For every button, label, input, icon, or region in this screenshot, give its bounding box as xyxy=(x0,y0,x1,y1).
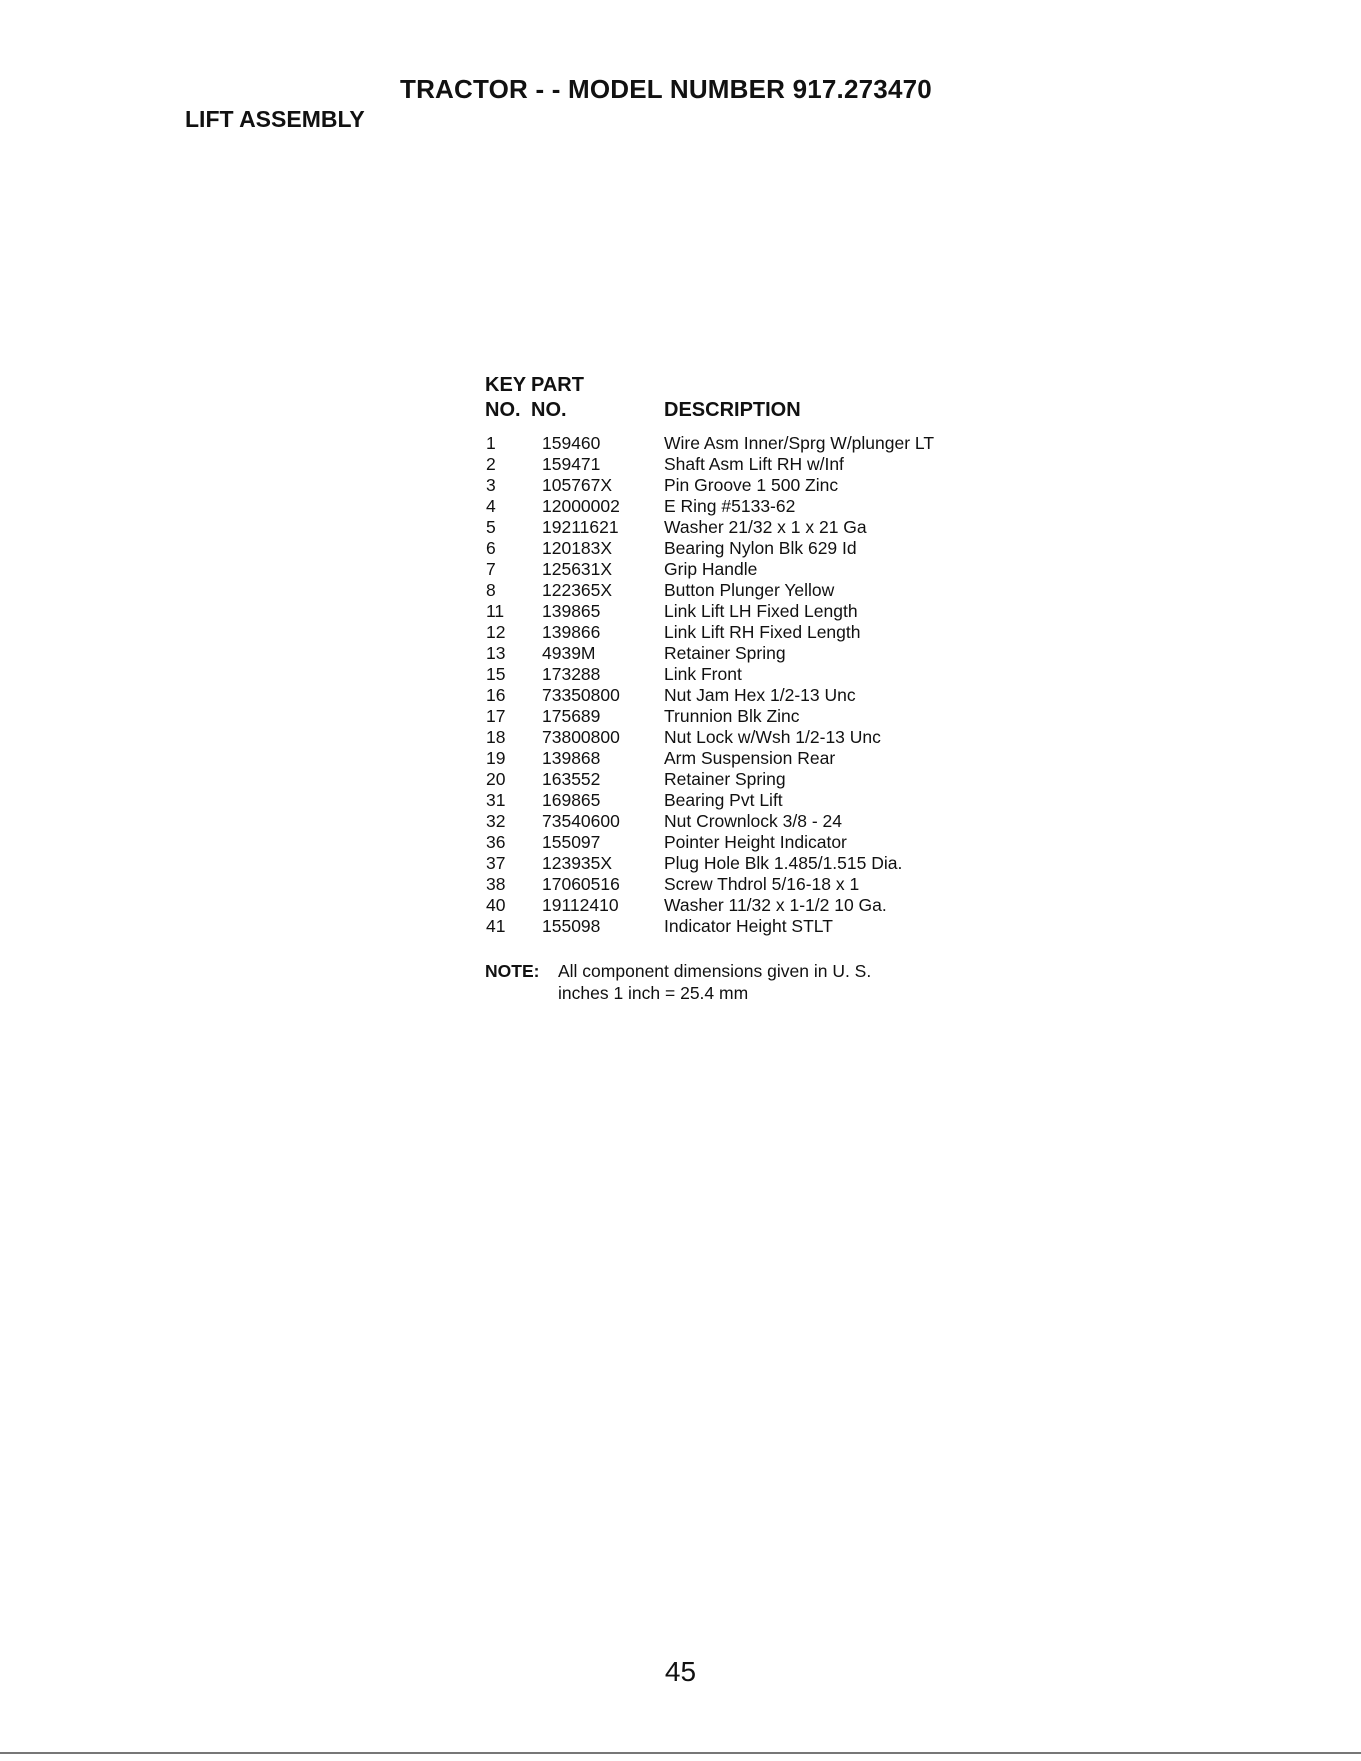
description: Nut Crownlock 3/8 - 24 xyxy=(664,811,842,831)
key-no: 5 xyxy=(486,517,496,537)
table-row xyxy=(485,853,1045,874)
part-no: 139868 xyxy=(542,748,601,768)
part-no: 159460 xyxy=(542,433,601,453)
part-no: 19112410 xyxy=(542,895,619,915)
key-no: 37 xyxy=(486,853,506,873)
table-row xyxy=(485,790,1045,811)
header-part-line2: NO. xyxy=(531,399,567,421)
key-no: 3 xyxy=(486,475,496,495)
key-no: 32 xyxy=(486,811,506,831)
description: Nut Lock w/Wsh 1/2-13 Unc xyxy=(664,727,881,747)
note-line2: inches 1 inch = 25.4 mm xyxy=(558,983,749,1003)
part-no: 139865 xyxy=(542,601,601,621)
key-no: 41 xyxy=(486,916,506,936)
description: Screw Thdrol 5/16-18 x 1 xyxy=(664,874,860,894)
description: Bearing Pvt Lift xyxy=(664,790,783,810)
table-row xyxy=(485,874,1045,895)
bottom-rule xyxy=(0,1752,1361,1754)
description: Retainer Spring xyxy=(664,769,786,789)
part-no: 4939M xyxy=(542,643,596,663)
part-no: 73350800 xyxy=(542,685,620,705)
table-row xyxy=(485,811,1045,832)
part-no: 155097 xyxy=(542,832,601,852)
key-no: 20 xyxy=(486,769,506,789)
page-title: TRACTOR - - MODEL NUMBER 917.273470 xyxy=(400,74,932,104)
key-no: 18 xyxy=(486,727,506,747)
key-no: 7 xyxy=(486,559,496,579)
table-row xyxy=(485,685,1045,706)
table-row xyxy=(485,475,1045,496)
header-key-line2: NO. xyxy=(485,399,521,421)
parts-rows xyxy=(485,433,1045,937)
description: Nut Jam Hex 1/2-13 Unc xyxy=(664,685,856,705)
description: E Ring #5133-62 xyxy=(664,496,796,516)
table-row xyxy=(485,832,1045,853)
table-row xyxy=(485,517,1045,538)
part-no: 175689 xyxy=(542,706,601,726)
description: Grip Handle xyxy=(664,559,758,579)
key-no: 1 xyxy=(486,433,496,453)
description: Indicator Height STLT xyxy=(664,916,833,936)
part-no: 139866 xyxy=(542,622,601,642)
table-row xyxy=(485,643,1045,664)
key-no: 31 xyxy=(486,790,506,810)
table-row xyxy=(485,895,1045,916)
part-no: 163552 xyxy=(542,769,601,789)
description: Arm Suspension Rear xyxy=(664,748,836,768)
table-row xyxy=(485,664,1045,685)
part-no: 105767X xyxy=(542,475,613,495)
description: Pin Groove 1 500 Zinc xyxy=(664,475,839,495)
page-number: 45 xyxy=(664,1656,697,1687)
description: Wire Asm Inner/Sprg W/plunger LT xyxy=(664,433,935,453)
table-row xyxy=(485,454,1045,475)
description: Link Front xyxy=(664,664,742,684)
key-no: 16 xyxy=(486,685,506,705)
part-no: 155098 xyxy=(542,916,601,936)
description: Shaft Asm Lift RH w/Inf xyxy=(664,454,844,474)
description: Plug Hole Blk 1.485/1.515 Dia. xyxy=(664,853,903,873)
part-no: 169865 xyxy=(542,790,601,810)
description: Retainer Spring xyxy=(664,643,786,663)
key-no: 13 xyxy=(486,643,506,663)
key-no: 15 xyxy=(486,664,506,684)
key-no: 17 xyxy=(486,706,506,726)
key-no: 2 xyxy=(486,454,496,474)
description: Bearing Nylon Blk 629 Id xyxy=(664,538,857,558)
header-key-line1: KEY xyxy=(485,374,527,396)
description: Pointer Height Indicator xyxy=(664,832,847,852)
description: Button Plunger Yellow xyxy=(664,580,835,600)
description: Link Lift RH Fixed Length xyxy=(664,622,861,642)
key-no: 8 xyxy=(486,580,496,600)
parts-list xyxy=(485,374,1045,937)
part-no: 159471 xyxy=(542,454,601,474)
key-no: 40 xyxy=(486,895,506,915)
key-no: 38 xyxy=(486,874,506,894)
description: Link Lift LH Fixed Length xyxy=(664,601,858,621)
part-no: 120183X xyxy=(542,538,613,558)
part-no: 123935X xyxy=(542,853,613,873)
table-row xyxy=(485,559,1045,580)
part-no: 125631X xyxy=(542,559,613,579)
note-label: NOTE: xyxy=(485,961,540,981)
key-no: 11 xyxy=(486,601,505,621)
table-row xyxy=(485,916,1045,937)
part-no: 73800800 xyxy=(542,727,620,747)
table-row xyxy=(485,706,1045,727)
key-no: 6 xyxy=(486,538,496,558)
table-row xyxy=(485,433,1045,454)
section-title: LIFT ASSEMBLY xyxy=(185,106,365,132)
note xyxy=(485,960,871,1004)
note-line1: All component dimensions given in U. S. xyxy=(558,961,872,981)
part-no: 173288 xyxy=(542,664,601,684)
parts-list-header xyxy=(485,374,1045,422)
table-row xyxy=(485,496,1045,517)
part-no: 19211621 xyxy=(542,517,619,537)
key-no: 12 xyxy=(486,622,506,642)
table-row xyxy=(485,538,1045,559)
table-row xyxy=(485,748,1045,769)
table-row xyxy=(485,580,1045,601)
key-no: 4 xyxy=(486,496,496,516)
part-no: 17060516 xyxy=(542,874,620,894)
key-no: 36 xyxy=(486,832,506,852)
table-row xyxy=(485,601,1045,622)
part-no: 73540600 xyxy=(542,811,620,831)
header-description: DESCRIPTION xyxy=(664,399,801,421)
table-row xyxy=(485,769,1045,790)
description: Washer 21/32 x 1 x 21 Ga xyxy=(664,517,867,537)
table-row xyxy=(485,727,1045,748)
part-no: 122365X xyxy=(542,580,613,600)
table-row xyxy=(485,622,1045,643)
description: Trunnion Blk Zinc xyxy=(664,706,800,726)
part-no: 12000002 xyxy=(542,496,620,516)
description: Washer 11/32 x 1-1/2 10 Ga. xyxy=(664,895,887,915)
key-no: 19 xyxy=(486,748,506,768)
header-part-line1: PART xyxy=(531,374,584,396)
